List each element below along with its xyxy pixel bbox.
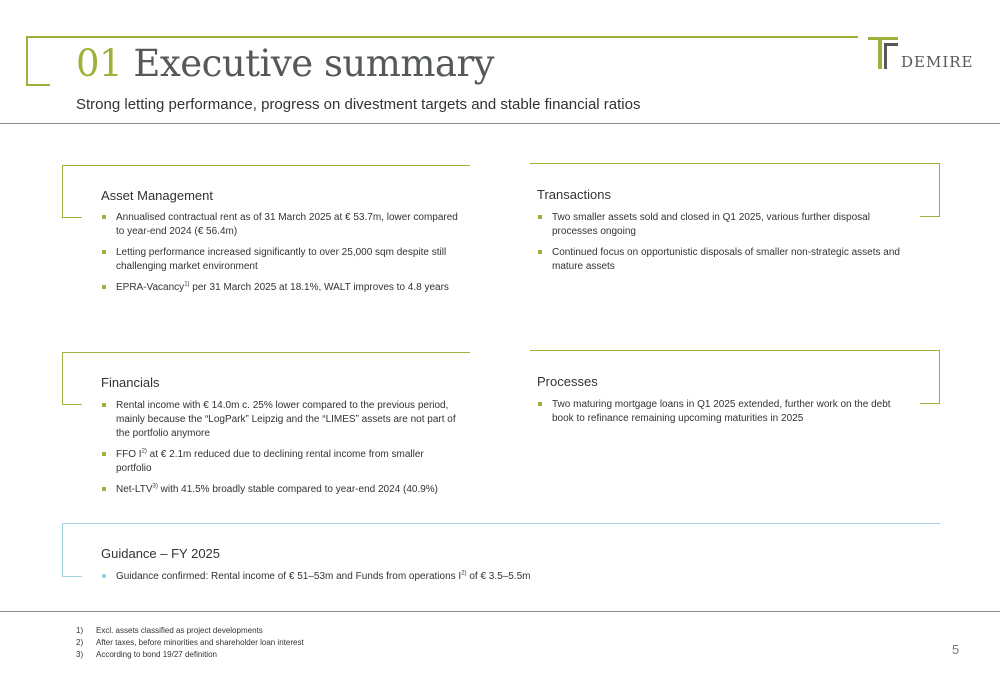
processes-box-top <box>530 350 940 351</box>
bullet-text: of € 3.5–5.5m <box>466 571 531 582</box>
demire-logo-icon <box>868 37 898 71</box>
title-text: Executive summary <box>133 42 495 85</box>
asset-management-section <box>101 188 461 302</box>
financials-section <box>101 375 461 504</box>
financials-box-left <box>62 352 63 405</box>
title-bracket-top <box>26 36 858 38</box>
title-bracket-left <box>26 36 28 84</box>
logo-text: DEMIRE <box>901 53 974 71</box>
processes-box-bottom <box>920 403 940 404</box>
bullet-text: with 41.5% broadly stable compared to year-end 2024 (40.9%) <box>157 484 439 495</box>
list-item: Two maturing mortgage loans in Q1 2025 extended, further work on the debt book to refinance remaining upcoming maturities in 2025 <box>537 398 907 426</box>
asset-box-top <box>62 165 470 166</box>
footnote-ref: 2) <box>461 570 467 577</box>
transactions-list <box>537 211 907 274</box>
footnote-text: According to bond 19/27 definition <box>96 650 217 659</box>
asset-management-title: Asset Management <box>101 188 214 203</box>
bullet-text: at € 2.1m reduced due to declining rental income from smaller portfolio <box>116 449 424 474</box>
footnote-ref: 2) <box>141 448 147 455</box>
header-rule <box>0 123 1000 124</box>
footnote <box>76 637 304 649</box>
title-bracket-bottom <box>26 84 50 86</box>
list-item <box>101 281 461 295</box>
processes-section <box>537 374 907 433</box>
list-item <box>101 483 461 497</box>
guidance-box-left <box>62 523 63 577</box>
transactions-title: Transactions <box>537 187 611 202</box>
financials-box-bottom <box>62 404 82 405</box>
guidance-box-bottom <box>62 576 82 577</box>
bullet-text: Net-LTV <box>116 484 153 495</box>
list-item: Annualised contractual rent as of 31 March 2025 at € 53.7m, lower compared to year-end 2024 (€ 56.4m) <box>101 211 461 239</box>
asset-box-bottom <box>62 217 82 218</box>
list-item: Rental income with € 14.0m c. 25% lower compared to the previous period, mainly because the “LogPark” Leipzig and the “LIMES” assets are not part of the portfolio anymore <box>101 399 461 441</box>
list-item: Two smaller assets sold and closed in Q1 2025, various further disposal processes ongoing <box>537 211 907 239</box>
footnote-ref: 3) <box>152 483 158 490</box>
guidance-section <box>101 546 901 591</box>
transactions-box-top <box>530 163 940 164</box>
guidance-title: Guidance – FY 2025 <box>101 546 221 561</box>
list-item: Continued focus on opportunistic disposals of smaller non-strategic assets and mature assets <box>537 246 907 274</box>
bullet-text: Guidance confirmed: Rental income of € 51–53m and Funds from operations I <box>116 571 462 582</box>
footnote-text: After taxes, before minorities and shareholder loan interest <box>96 638 304 647</box>
list-item <box>101 448 461 476</box>
transactions-box-bottom <box>920 216 940 217</box>
footnote-number: 2) <box>76 638 84 647</box>
bullet-text: EPRA-Vacancy <box>116 282 185 293</box>
transactions-box-right <box>939 163 940 217</box>
page-title <box>76 42 494 85</box>
footnote-number: 1) <box>76 626 84 635</box>
list-item <box>101 570 901 584</box>
footnote-text: Excl. assets classified as project developments <box>96 626 263 635</box>
processes-title: Processes <box>537 374 598 389</box>
page-number: 5 <box>952 642 960 657</box>
guidance-list <box>101 570 901 584</box>
asset-management-list <box>101 211 461 295</box>
processes-box-right <box>939 350 940 404</box>
financials-title: Financials <box>101 375 160 390</box>
processes-list <box>537 398 907 426</box>
footnotes <box>76 625 304 661</box>
footnote <box>76 649 304 661</box>
footnote-number: 3) <box>76 650 84 659</box>
footnote-ref: 1) <box>184 281 190 288</box>
bullet-text: per 31 March 2025 at 18.1%, WALT improves to 4.8 years <box>189 282 449 293</box>
financials-list <box>101 399 461 497</box>
asset-box-left <box>62 165 63 218</box>
transactions-section <box>537 187 907 281</box>
footnote <box>76 625 304 637</box>
guidance-box-top <box>62 523 940 524</box>
footer-rule <box>0 611 1000 612</box>
section-number: 01 <box>76 42 123 85</box>
bullet-text: FFO I <box>116 449 142 460</box>
demire-logo <box>868 37 973 73</box>
financials-box-top <box>62 352 470 353</box>
list-item: Letting performance increased significantly to over 25,000 sqm despite still challenging market environment <box>101 246 461 274</box>
page-subtitle: Strong letting performance, progress on divestment targets and stable financial ratios <box>76 96 641 113</box>
